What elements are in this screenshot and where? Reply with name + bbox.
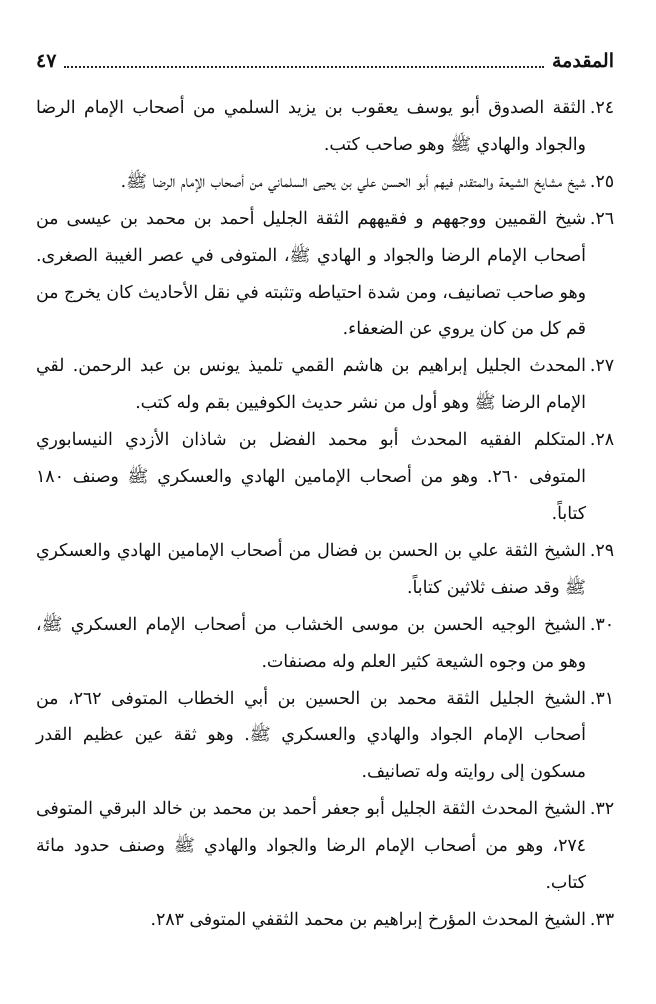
entry-number: ٣٢.	[589, 799, 614, 820]
list-item	[36, 791, 614, 902]
page-number: ٤٧	[36, 50, 57, 72]
list-item	[36, 164, 614, 201]
entry-text: الشيخ الثقة علي بن الحسن بن فضال من أصحاب الإمامين الهادي والعسكري ﷺ وقد صنف ثلاثين كتاباً.	[36, 540, 586, 598]
entry-number: ٢٧.	[589, 356, 614, 377]
entry-text: شيخ مشايخ الشيعة والمتقدم فيهم أبو الحسن علي بن يحيى السلماني من أصحاب الإمام الرضا ﷺ.	[120, 171, 586, 192]
list-item	[36, 201, 614, 349]
list-item	[36, 607, 614, 681]
entry-number: ٣١.	[589, 688, 614, 709]
entry-number: ٣٣.	[589, 909, 614, 930]
entry-text: الشيخ الوجيه الحسن بن موسى الخشاب من أصحاب الإمام العسكري ﷺ، وهو من وجوه الشيعة كثير العلم وله مصنفات.	[36, 614, 586, 672]
entry-text: المحدث الجليل إبراهيم بن هاشم القمي تلميذ يونس بن عبد الرحمن. لقي الإمام الرضا ﷺ وهو أول من نشر حديث الكوفيين بقم وله كتب.	[36, 356, 586, 414]
entry-text: الثقة الصدوق أبو يوسف يعقوب بن يزيد السلمي من أصحاب الإمام الرضا والجواد والهادي ﷺ وهو صاحب كتب.	[36, 98, 586, 155]
header-dotted-leader	[64, 66, 544, 68]
list-item	[36, 681, 614, 792]
list-item	[36, 422, 614, 533]
entry-text: الشيخ المحدث المؤرخ إبراهيم بن محمد الثقفي المتوفى ٢٨٣.	[150, 909, 586, 930]
entry-number: ٢٤.	[589, 98, 614, 118]
entry-text: شيخ القميين ووجههم و فقيههم الثقة الجليل أحمد بن محمد بن عيسى من أصحاب الإمام الرضا والجواد و الهادي ﷺ، المتوفى في عصر الغيبة الصغرى. وهو صاحب تصانيف، ومن شدة احتياطه وتثبته في نقل الأحاديث كان يخرج من قم كل من كان يروي عن الضعفاء.	[36, 208, 586, 340]
entry-number: ٢٦.	[589, 208, 614, 229]
entry-text: الشيخ المحدث الثقة الجليل أبو جعفر أحمد بن محمد بن خالد البرقي المتوفى ٢٧٤، وهو من أصحاب الإمام الرضا والجواد والهادي ﷺ وصنف حدود مائة كتاب.	[36, 799, 586, 894]
list-item	[36, 348, 614, 422]
section-title: المقدمة	[551, 50, 614, 72]
entry-text: المتكلم الفقيه المحدث أبو محمد الفضل بن شاذان الأزدي النيسابوري المتوفى ٢٦٠. وهو من أصحاب الإمامين الهادي والعسكري ﷺ وصنف ١٨٠ كتاباً.	[36, 430, 586, 524]
entry-number: ٣٠.	[589, 614, 614, 635]
running-header	[36, 44, 614, 78]
entry-number: ٢٥.	[589, 171, 614, 192]
biography-list	[36, 90, 614, 939]
entry-number: ٢٨.	[589, 430, 614, 451]
entry-number: ٢٩.	[589, 540, 614, 561]
list-item	[36, 533, 614, 607]
list-item	[36, 90, 614, 164]
entry-text: الشيخ الجليل الثقة محمد بن الحسين بن أبي الخطاب المتوفى ٢٦٢، من أصحاب الإمام الجواد والهادي والعسكري ﷺ. وهو ثقة عين عظيم القدر مسكون إلى روايته وله تصانيف.	[36, 688, 586, 783]
list-item	[36, 902, 614, 939]
